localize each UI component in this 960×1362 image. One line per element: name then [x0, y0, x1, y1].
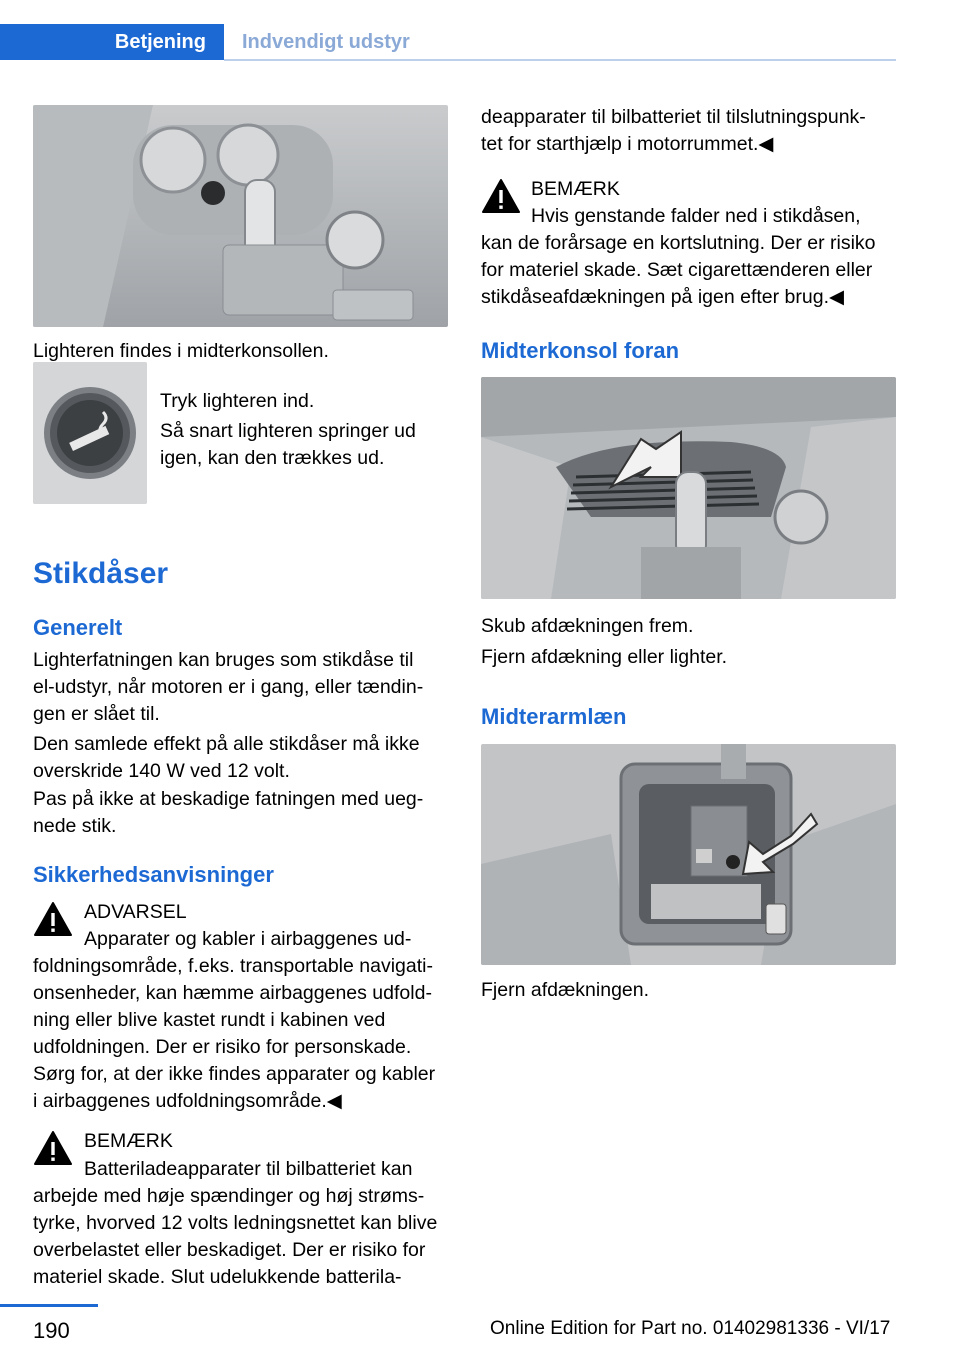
tab-underline: [224, 59, 896, 61]
photo-front-console-cover: [481, 377, 896, 599]
notice-bemaerk2-title: BEMÆRK: [531, 178, 620, 200]
warning-advarsel-title: ADVARSEL: [84, 901, 187, 923]
notice-bemaerk-l3: tyrke, hvorved 12 volts ledningsnettet kan blive: [33, 1212, 438, 1234]
warning-advarsel-l5: udfoldningen. Der er risiko for personskade.: [33, 1036, 412, 1058]
notice-bemaerk-l2: arbejde med høje spændinger og høj strøms-: [33, 1185, 425, 1207]
notice-bemaerk-l4: overbelastet eller beskadiget. Der er risiko for: [33, 1239, 426, 1261]
page-number: 190: [33, 1318, 70, 1343]
warning-triangle-icon: [481, 178, 521, 214]
caption-remove-cover: Fjern afdækning eller lighter.: [481, 646, 728, 668]
warning-advarsel-l3: onsenheder, kan hæmme airbaggenes udfold-: [33, 982, 432, 1004]
warning-advarsel-l4: ning eller blive kastet rundt i kabinen ved: [33, 1009, 386, 1031]
step-press-lighter: Tryk lighteren ind.: [160, 390, 315, 412]
continued-text-l1: deapparater til bilbatteriet til tilslutningspunk-: [481, 106, 866, 128]
photo-center-console-lighter: [33, 105, 448, 327]
subsection-generelt: Generelt: [33, 615, 123, 640]
step-pull-out-l1: Så snart lighteren springer ud: [160, 420, 416, 442]
caption-remove-armrest-cover: Fjern afdækningen.: [481, 979, 650, 1001]
warning-advarsel-l2: foldningsområde, f.eks. transportable navigati-: [33, 955, 433, 977]
notice-bemaerk2-l4: stikdåseafdækningen på igen efter brug.◀: [481, 286, 844, 308]
warning-advarsel-l1: Apparater og kabler i airbaggenes ud-: [84, 928, 412, 950]
notice-bemaerk2-l1: Hvis genstande falder ned i stikdåsen,: [531, 205, 861, 227]
warning-triangle-icon: [33, 901, 73, 937]
caption-push-cover: Skub afdækningen frem.: [481, 615, 694, 637]
caption-lighter-location: Lighteren findes i midterkonsollen.: [33, 340, 329, 362]
subsection-midterarmlaen: Midterarmlæn: [481, 704, 627, 729]
paragraph-generelt-2-l2: overskride 140 W ved 12 volt.: [33, 760, 290, 782]
tab-indvendigt-label: Indvendigt udstyr: [242, 30, 410, 53]
paragraph-generelt-1-l1: Lighterfatningen kan bruges som stikdåse til: [33, 649, 414, 671]
notice-bemaerk-title: BEMÆRK: [84, 1130, 173, 1152]
tab-indvendigt-udstyr[interactable]: [224, 24, 410, 60]
paragraph-generelt-3-l1: Pas på ikke at beskadige fatningen med ueg-: [33, 788, 424, 810]
tab-betjening-label: Betjening: [114, 30, 206, 53]
subsection-midterkonsol-foran: Midterkonsol foran: [481, 338, 680, 363]
tab-betjening[interactable]: [0, 24, 224, 60]
header-tabbar: [0, 0, 960, 62]
photo-center-armrest: [481, 744, 896, 965]
paragraph-generelt-3-l2: nede stik.: [33, 815, 117, 837]
warning-advarsel-l6: Sørg for, at der ikke findes apparater og kabler: [33, 1063, 436, 1085]
paragraph-generelt-1-l3: gen er slået til.: [33, 703, 160, 725]
footer-edition: Online Edition for Part no. 01402981336 - VI/17: [490, 1318, 891, 1339]
subsection-sikkerhedsanvisninger: Sikkerhedsanvisninger: [33, 862, 274, 887]
paragraph-generelt-1-l2: el-udstyr, når motoren er i gang, eller tændin-: [33, 676, 424, 698]
section-title-stikdaser: Stikdåser: [33, 557, 169, 590]
step-pull-out-l2: igen, kan den trækkes ud.: [160, 447, 385, 469]
photo-lighter-button: [33, 362, 147, 504]
notice-bemaerk-l5: materiel skade. Slut udelukkende batterila-: [33, 1266, 402, 1288]
footer-accent-line: [0, 1304, 98, 1307]
warning-advarsel-l7: i airbaggenes udfoldningsområde.◀: [33, 1090, 342, 1112]
notice-bemaerk2-l3: for materiel skade. Sæt cigarettænderen eller: [481, 259, 873, 281]
warning-triangle-icon: [33, 1130, 73, 1166]
notice-bemaerk2-l2: kan de forårsage en kortslutning. Der er risiko: [481, 232, 876, 254]
notice-bemaerk-l1: Batteriladeapparater til bilbatteriet kan: [84, 1158, 413, 1180]
paragraph-generelt-2-l1: Den samlede effekt på alle stikdåser må ikke: [33, 733, 420, 755]
continued-text-l2: tet for starthjælp i motorrummet.◀: [481, 133, 774, 155]
